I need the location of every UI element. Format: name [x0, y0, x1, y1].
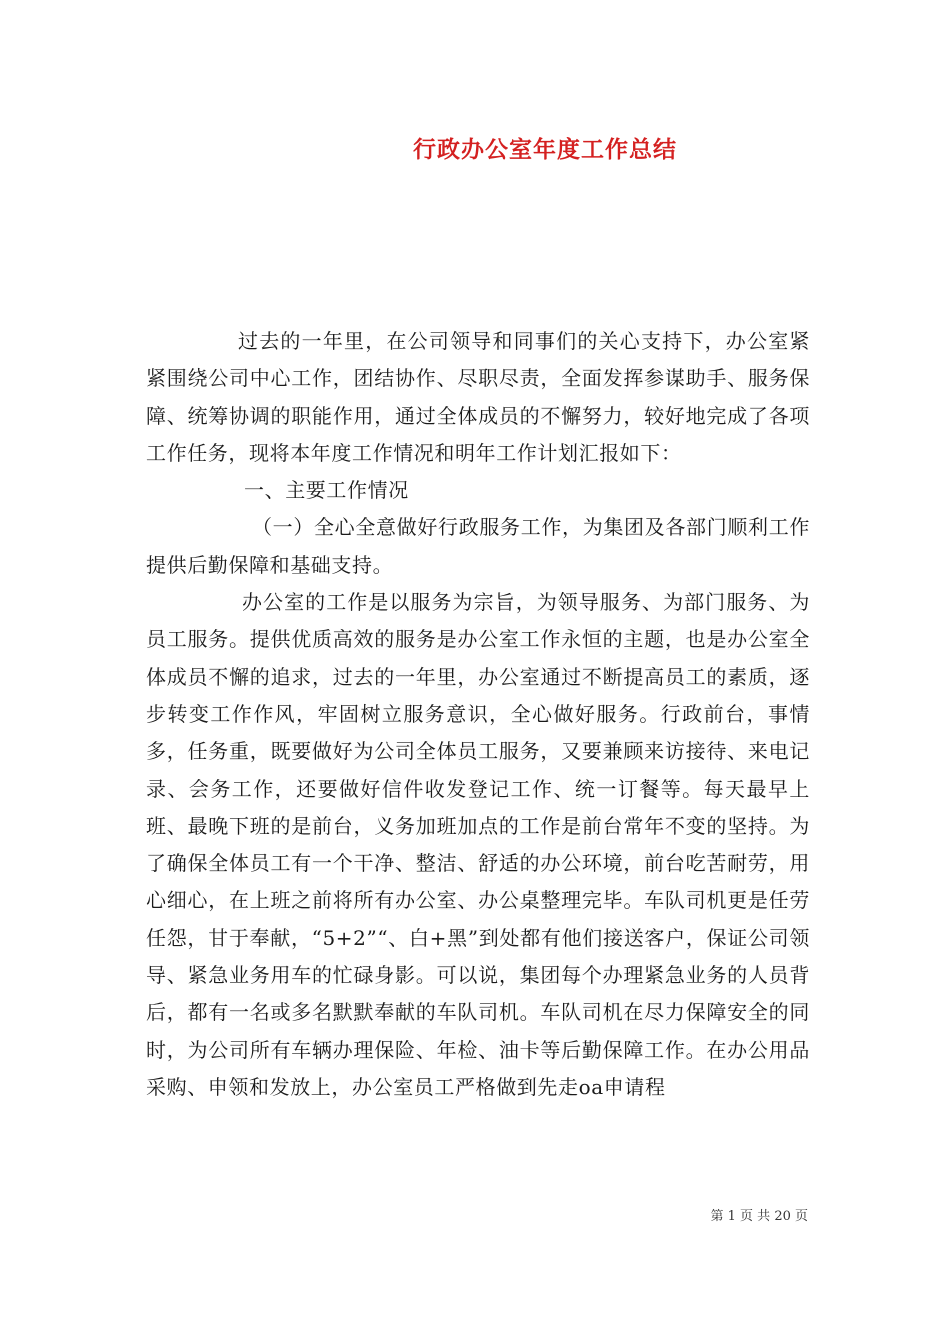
intro-paragraph: 过去的一年里，在公司领导和同事们的关心支持下，办公室紧紧围绕公司中心工作，团结协作、尽职尽责，全面发挥参谋助手、服务保障、统筹协调的职能作用，通过全体成员的不懈努力，较好地完成了各项工作任务，现将本年度工作情况和明年工作计划汇报如下： — [146, 329, 810, 465]
page-number: 第 1 页 共 20 页 — [710, 1209, 808, 1224]
document-body — [146, 323, 810, 1106]
document-title: 行政办公室年度工作总结 — [413, 137, 677, 163]
subsection-heading: （一）全心全意做好行政服务工作，为集团及各部门顺利工作提供后勤保障和基础支持。 — [146, 515, 810, 577]
body-paragraph: 办公室的工作是以服务为宗旨，为领导服务、为部门服务、为员工服务。提供优质高效的服务是办公室工作永恒的主题，也是办公室全体成员不懈的追求，过去的一年里，办公室通过不断提高员工的素质，逐步转变工作作风，牢固树立服务意识，全心做好服务。行政前台，事情多，任务重，既要做好为公司全体员工服务，又要兼顾来访接待、来电记录、会务工作，还要做好信件收发登记工作、统一订餐等。每天最早上班、最晚下班的是前台，义务加班加点的工作是前台常年不变的坚持。为了确保全体员工有一个干净、整洁、舒适的办公环境，前台吃苦耐劳，用心细心，在上班之前将所有办公室、办公桌整理完毕。车队司机更是任劳任怨，甘于奉献，“5+2”“、白+黑”到处都有他们接送客户，保证公司领导、紧急业务用车的忙碌身影。可以说，集团每个办理紧急业务的人员背后，都有一名或多名默默奉献的车队司机。车队司机在尽力保障安全的同时，为公司所有车辆办理保险、年检、油卡等后勤保障工作。在办公用品采购、申领和发放上，办公室员工严格做到先走oa申请程 — [146, 590, 810, 1099]
section-heading: 一、主要工作情况 — [244, 478, 409, 503]
